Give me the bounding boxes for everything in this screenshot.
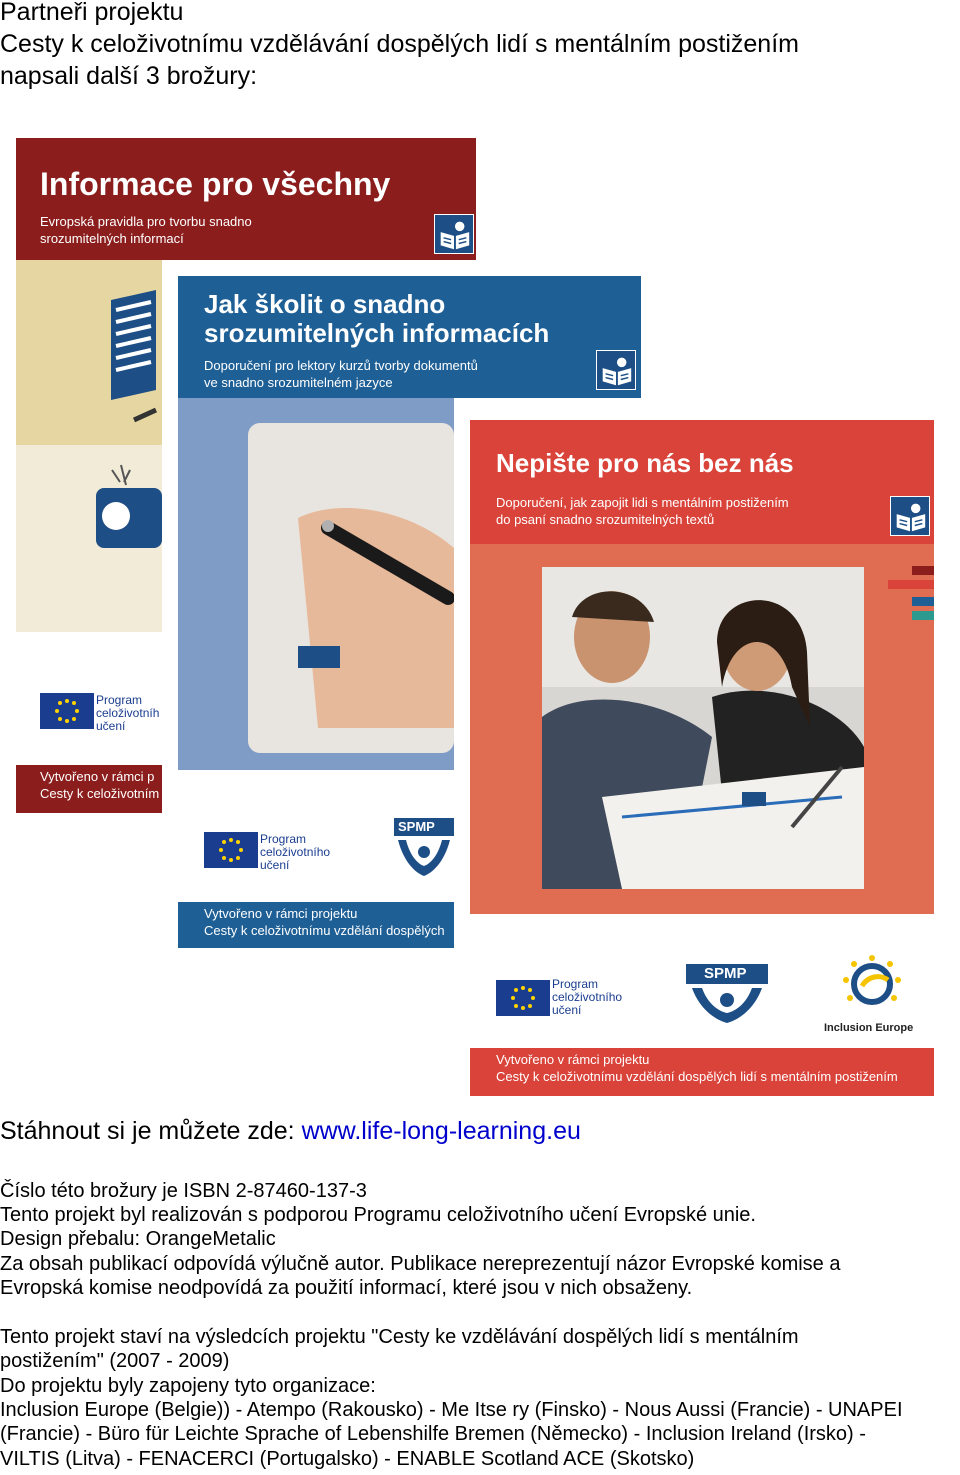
inclusion-europe-label: Inclusion Europe <box>824 1022 914 1034</box>
cover-edge-stripe <box>912 566 934 575</box>
cover-2-title-line-1: Jak školit o snadno <box>204 289 446 319</box>
cover-3-footer-line-1: Vytvořeno v rámci projektu <box>496 1052 650 1067</box>
program-label-line-3: učení <box>96 719 126 733</box>
cover-1-title: Informace pro všechny <box>40 166 391 202</box>
cover-2-subtitle-1: Doporučení pro lektory kurzů tvorby dokumentů <box>204 358 478 373</box>
cover-edge-stripe <box>912 597 934 606</box>
cover-3-subtitle-2: do psaní snadno srozumitelných textů <box>496 512 715 527</box>
brochure-cover-3 <box>454 404 960 1096</box>
program-label-line-2: celoživotníh <box>96 706 160 720</box>
project-line-1: Tento projekt staví na výsledcích projektu "Cesty ke vzdělávání dospělých lidí s mentálním <box>0 1326 799 1348</box>
program-label-line-1: Program <box>96 693 143 707</box>
program-label-line-1: Program <box>260 832 307 846</box>
cover-1-subtitle-1: Evropská pravidla pro tvorbu snadno <box>40 214 252 229</box>
disclaimer-line-2: Evropská komise neodpovídá za použití informací, které jsou v nich obsaženy. <box>0 1277 693 1299</box>
program-label-line-1: Program <box>552 977 599 991</box>
download-link[interactable]: www.life-long-learning.eu <box>301 1117 581 1145</box>
header-line-1: Partneři projektu <box>0 0 184 26</box>
isbn-text: Číslo této brožury je ISBN 2-87460-137-3 <box>0 1180 367 1202</box>
easy-to-read-logo-icon <box>596 350 636 390</box>
download-label: Stáhnout si je můžete zde: <box>0 1117 302 1145</box>
project-line-3: Do projektu byly zapojeny tyto organizace: <box>0 1375 376 1397</box>
inclusion-europe-logo-icon <box>832 952 912 1022</box>
cover-3-title: Nepište pro nás bez nás <box>496 448 794 478</box>
program-label-line-3: učení <box>552 1003 582 1017</box>
header-line-3: napsali další 3 brožury: <box>0 62 258 90</box>
cover-1-footer-line-2: Cesty k celoživotním <box>40 786 160 801</box>
project-line-5: (Francie) - Büro für Leichte Sprache of Lebenshilfe Bremen (Německo) - Inclusion Ireland (Irsko) - <box>0 1423 866 1445</box>
cover-2-footer-line-1: Vytvořeno v rámci projektu <box>204 906 358 921</box>
cover-edge-stripe <box>912 611 934 620</box>
design-text: Design přebalu: OrangeMetalic <box>0 1228 276 1250</box>
spmp-label: SPMP <box>704 965 747 982</box>
cover-2-photo-writing-hand <box>178 398 454 770</box>
cover-3-footer-line-2: Cesty k celoživotnímu vzdělání dospělých lidí s mentálním postižením <box>496 1069 898 1084</box>
eu-flag-icon <box>204 832 258 868</box>
cover-2-footer-line-2: Cesty k celoživotnímu vzdělání dospělých <box>204 923 445 938</box>
support-text: Tento projekt byl realizován s podporou Programu celoživotního učení Evropské unie. <box>0 1204 756 1226</box>
eu-flag-icon <box>496 980 550 1016</box>
easy-to-read-logo-icon <box>434 214 474 254</box>
cover-3-photo-students <box>542 567 864 889</box>
eu-flag-icon <box>40 693 94 729</box>
project-line-4: Inclusion Europe (Belgie)) - Atempo (Rakousko) - Me Itse ry (Finsko) - Nous Aussi (Francie) - UNAPEI <box>0 1399 903 1421</box>
download-line <box>0 1115 581 1147</box>
easy-to-read-logo-icon <box>890 496 930 536</box>
cover-2-title-line-2: srozumitelných informacích <box>204 318 550 348</box>
cover-1-illustration <box>16 260 162 632</box>
program-label-line-2: celoživotního <box>552 990 623 1004</box>
program-label-line-2: celoživotního <box>260 845 331 859</box>
cover-1-subtitle-2: srozumitelných informací <box>40 231 184 246</box>
cover-1-footer-line-1: Vytvořeno v rámci p <box>40 769 155 784</box>
disclaimer-line-1: Za obsah publikací odpovídá výlučně autor. Publikace nereprezentují názor Evropské komise a <box>0 1253 841 1275</box>
cover-edge-stripe <box>888 580 934 589</box>
cover-2-subtitle-2: ve snadno srozumitelném jazyce <box>204 375 393 390</box>
header-line-2: Cesty k celoživotnímu vzdělávání dospělých lidí s mentálním postižením <box>0 30 799 58</box>
spmp-label: SPMP <box>398 819 435 834</box>
project-line-2: postižením" (2007 - 2009) <box>0 1350 230 1372</box>
program-label-line-3: učení <box>260 858 290 872</box>
project-line-6: VILTIS (Litva) - FENACERCI (Portugalsko) - ENABLE Scotland ACE (Skotsko) <box>0 1448 695 1470</box>
cover-3-subtitle-1: Doporučení, jak zapojit lidi s mentálním postižením <box>496 495 789 510</box>
